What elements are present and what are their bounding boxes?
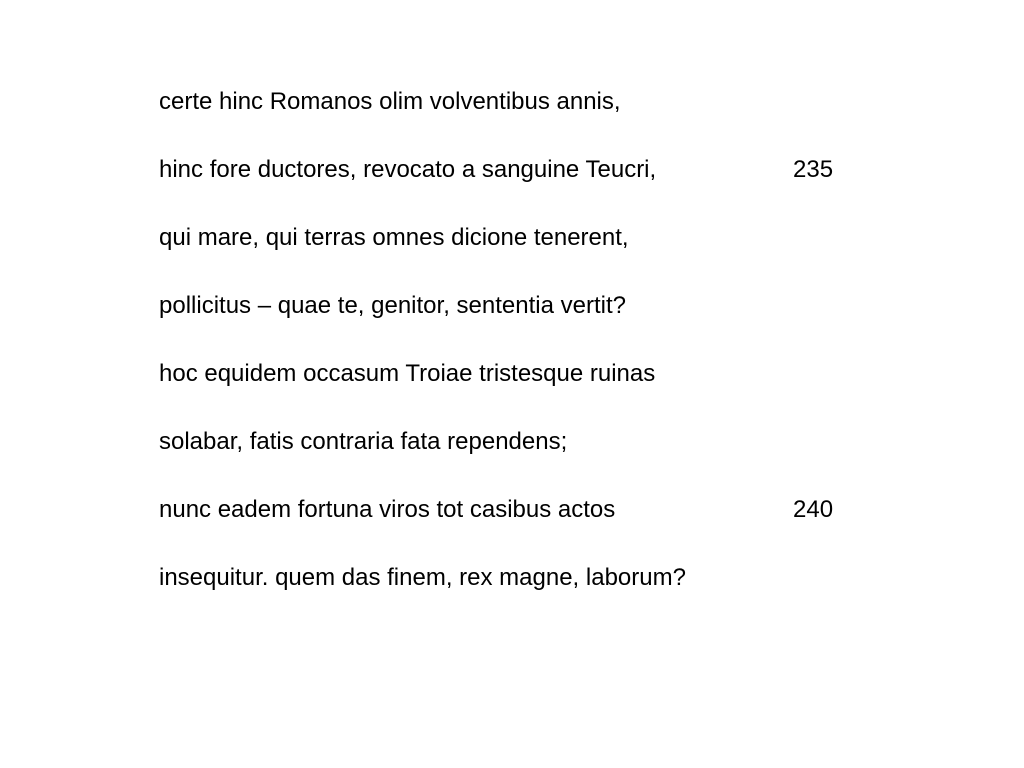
verse-line [159, 286, 859, 354]
verse-text: hinc fore ductores, revocato a sanguine Teucri, [159, 156, 657, 183]
verse-text: certe hinc Romanos olim volventibus annis, [159, 88, 621, 115]
verse-line [159, 82, 859, 150]
verse-text: pollicitus – quae te, genitor, sententia vertit? [159, 292, 626, 319]
verse-line [159, 354, 859, 422]
verse-text: solabar, fatis contraria fata rependens; [159, 428, 568, 455]
verse-text: insequitur. quem das finem, rex magne, laborum? [159, 564, 686, 591]
line-number: 235 [793, 156, 834, 183]
verse-text: hoc equidem occasum Troiae tristesque ruinas [159, 360, 656, 387]
poem-passage [159, 82, 859, 626]
verse-line [159, 490, 859, 558]
verse-text: nunc eadem fortuna viros tot casibus actos [159, 496, 616, 523]
verse-line [159, 150, 859, 218]
verse-line [159, 218, 859, 286]
verse-text: qui mare, qui terras omnes dicione tenerent, [159, 224, 629, 251]
verse-line [159, 558, 859, 626]
line-number: 240 [793, 496, 834, 523]
verse-line [159, 422, 859, 490]
